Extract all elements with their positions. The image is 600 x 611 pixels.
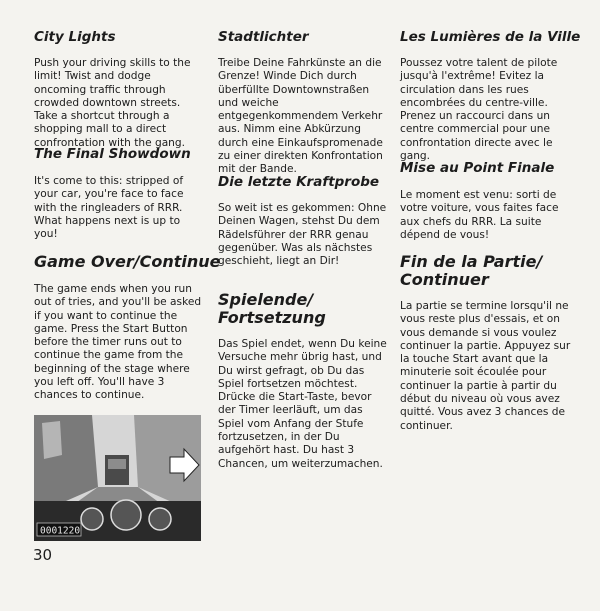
- heading-city-lights-fr: Les Lumières de la Ville: [400, 29, 581, 45]
- paragraph-game-over-en: The game ends when you run out of tries, and you'll be asked if you want to continue the game. Press the Start Button before the timer runs out to continue the game from the beginning of the stage where you left off. You'll have 3 chances to continue.: [34, 283, 202, 402]
- heading-final-showdown-de: Die letzte Kraftprobe: [218, 174, 380, 190]
- paragraph-game-over-de: Das Spiel endet, wenn Du keine Versuche mehr übrig hast, und Du wirst gefragt, ob Du das Spiel fortsetzen möchtest. Drücke die Start-Taste, bevor der Timer leerläuft, um das Spiel vom Anfang der Stufe fortzusetzen, in der Du aufgehört hast. Du hast 3 Chancen, um weiterzumachen.: [218, 338, 387, 470]
- paragraph-city-lights-en: Push your driving skills to the limit! Twist and dodge oncoming traffic through crowded downtown streets. Take a shortcut through a shopping mall to a direct confrontation with the gang.: [34, 57, 191, 149]
- gauge-left-icon: [81, 508, 103, 530]
- paragraph-city-lights-de: Treibe Deine Fahrkünste an die Grenze! Winde Dich durch überfüllte Downtownstraßen und weiche entgegenkommendem Verkehr aus. Nimm eine Abkürzung durch eine Einkaufspromenade zu einer direkten Konfrontation mit der Bande.: [218, 57, 383, 176]
- heading-game-over-fr-line2: Continuer: [400, 270, 489, 289]
- heading-game-over-fr-line1: Fin de la Partie/: [400, 252, 543, 271]
- page-number: 30: [33, 546, 53, 564]
- paragraph-final-showdown-de: So weit ist es gekommen: Ohne Deinen Wagen, stehst Du dem Rädelsführer der RRR genau gegenüber. Was als nächstes geschieht, liegt an Dir!: [218, 202, 387, 268]
- heading-final-showdown-fr: Mise au Point Finale: [400, 160, 555, 176]
- heading-city-lights-de: Stadtlichter: [218, 29, 309, 45]
- paragraph-game-over-fr: La partie se termine lorsqu'il ne vous reste plus d'essais, et on vous demande si vous voulez continuer la partie. Appuyez sur la touche Start avant que la minuterie soit écoulée pour continuer la partie à partir du début du niveau où vous avez quitté. Vous avez 3 chances de continuer.: [400, 300, 571, 432]
- heading-city-lights-en: City Lights: [34, 29, 116, 45]
- screenshot-left-window: [42, 421, 62, 459]
- heading-game-over-de-line1: Spielende/: [218, 290, 314, 309]
- game-screenshot: [34, 415, 201, 541]
- heading-game-over-en: Game Over/Continue: [34, 252, 221, 271]
- steering-wheel-icon: [111, 500, 141, 530]
- gauge-right-icon: [149, 508, 171, 530]
- heading-game-over-de-line2: Fortsetzung: [218, 308, 326, 327]
- paragraph-final-showdown-fr: Le moment est venu: sorti de votre voiture, vous faites face aux chefs du RRR. La suite dépend de vous!: [400, 189, 559, 241]
- heading-final-showdown-en: The Final Showdown: [34, 146, 191, 162]
- screenshot-truck-window: [108, 459, 126, 469]
- paragraph-city-lights-fr: Poussez votre talent de pilote jusqu'à l'extrême! Evitez la circulation dans les rues encombrées du centre-ville. Prenez un raccourci dans un centre commercial pour une confrontation directe avec le gang.: [400, 57, 558, 163]
- score-readout: 0001220: [40, 525, 81, 537]
- paragraph-final-showdown-en: It's come to this: stripped of your car, you're face to face with the ringleaders of RRR. What happens next is up to you!: [34, 175, 184, 241]
